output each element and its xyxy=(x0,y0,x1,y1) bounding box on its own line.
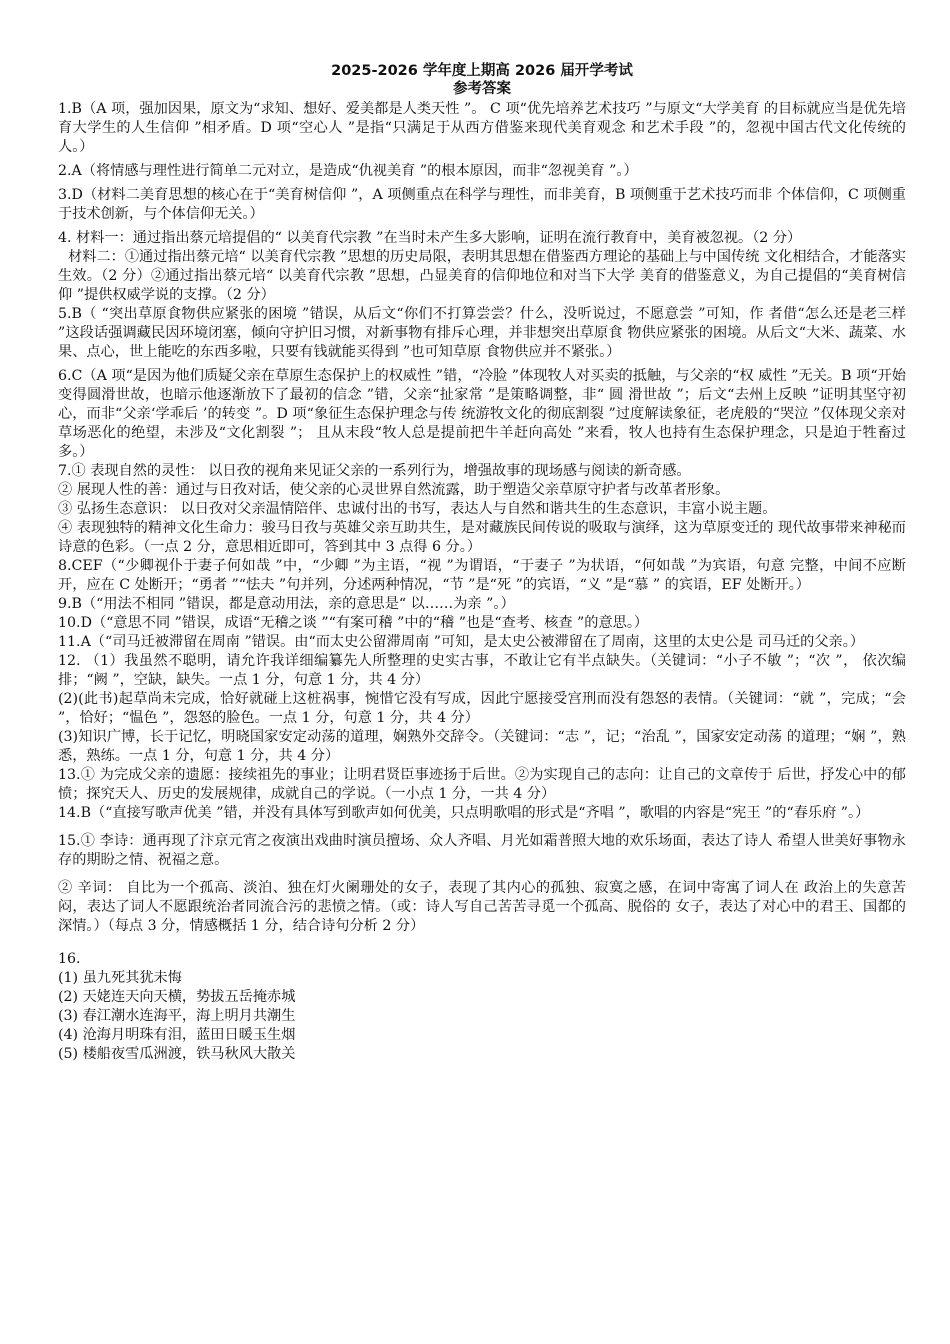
answer-13: 13.① 为完成父亲的遗愿：接续祖先的事业；让明君贤臣事迹扬于后世。②为实现自己的志向：让自己的文章传于 后世，抒发心中的郁愤；探究天人、历史的发展规律，成就自己的学说。（一小点 1 分，一共 4 分） xyxy=(58,767,906,802)
answer-14: 14.B（“直接写歌声优美 ”错，并没有具体写到歌声如何优美，只点明歌唱的形式是“齐唱 ”，歌唱的内容是“宪王 ”的“春乐府 ”。） xyxy=(58,805,870,821)
answer-16-label: 16. xyxy=(58,951,81,967)
answer-16-item: (3) 春江潮水连海平，海上明月共潮生 xyxy=(58,1008,296,1024)
answer-7-point-1: 7.① 表现自然的灵性： 以日孜的视角来见证父亲的一系列行为，增强故事的现场感与阅读的新奇感。 xyxy=(58,463,691,479)
answer-6: 6.C（A 项“是因为他们质疑父亲在草原生态保护上的权威性 ”错，“冷脸 ”体现牧人对买卖的抵触，与父亲的“权 威性 ”无关。B 项“开始变得圆滑世故，也暗示他逐渐放下了最初的信念 ”错，父亲“扯家常 ”是策略调整，非“ 圆 滑世故 ”；后文“去州上反映 ”证明其坚守初心，而非“父亲‘学乖后 ’的转变 ”。D 项“象征生态保护理念与传 统游牧文化的彻底割裂 ”过度解读象征，老虎般的“哭泣 ”仅体现父亲对草场恶化的绝望，未涉及“文化割裂 ”； 且从末段“牧人总是提前把牛羊赶向高处 ”来看，牧人也持有生态保护理念，只是迫于牲畜过多。） xyxy=(58,368,906,460)
answer-16-item: (1) 虽九死其犹未悔 xyxy=(58,970,182,986)
answer-16-item: (5) 楼船夜雪瓜洲渡，铁马秋风大散关 xyxy=(58,1046,296,1062)
answer-1: 1.B（A 项，强加因果，原文为“求知、想好、爱美都是人类天性 ”。 C 项“优先培养艺术技巧 ”与原文“大学美育 的目标就应当是优先培育大学生的人生信仰 ”相矛盾。D 项“空心人 ”是指“只满足于从西方借鉴来现代美育观念 和艺术手段 ”的，忽视中国古代文化传统的人。） xyxy=(58,101,906,155)
document-title: 2025-2026 学年度上期高 2026 届开学考试 xyxy=(331,63,633,79)
answer-12-part-2: (2)(此书)起草尚未完成，恰好就碰上这桩祸事，惋惜它没有写成，因此宁愿接受宫刑而没有怨怒的表情。（关键词：“就 ”，完成；“会 ”，恰好；“愠色 ”，怨怒的脸色。一点 1 分，句意 1 分，共 4 分） xyxy=(58,691,906,726)
answer-7-point-3: ③ 弘扬生态意识： 以日孜对父亲温情陪伴、忠诚付出的书写，表达人与自然和谐共生的生态意识，丰富小说主题。 xyxy=(58,501,777,517)
answer-9: 9.B（“用法不相同 ”错误，都是意动用法，亲的意思是“ 以……为亲 ”。） xyxy=(58,596,515,612)
answer-16-list xyxy=(58,969,906,1064)
answer-7-point-4: ④ 表现独特的精神文化生命力：骏马日孜与英雄父亲互助共生，是对藏族民间传说的吸取与演绎，这为草原变迁的 现代故事带来神秘而诗意的色彩。（一点 2 分，意思相近即可，答到其中 3 点得 6 分。） xyxy=(58,520,906,555)
answer-12-part-3: (3)知识广博，长于记忆，明晓国家安定动荡的道理，娴熟外交辞令。（关键词：“志 ”，记；“治乱 ”，国家安定动荡 的道理；“娴 ”，熟悉，熟练。一点 1 分，句意 1 分，共 4 分） xyxy=(58,729,906,764)
answer-11: 11.A（“司马迁被滞留在周南 ”错误。由“而太史公留滞周南 ”可知，是太史公被滞留在了周南，这里的太史公是 司马迁的父亲。） xyxy=(58,634,865,650)
answer-8: 8.CEF（“少卿视仆于妻子何如哉 ”中，“少卿 ”为主语，“视 ”为谓语，“于妻子 ”为状语，“何如哉 ”为宾语，句意 完整，中间不应断开，应在 C 处断开；“勇者 ”“怯夫 ”句并列，分述两种情况，“节 ”是“死 ”的宾语，“义 ”是“慕 ” 的宾语，EF 处断开。） xyxy=(58,558,906,593)
answer-12-part-1: 12. （1）我虽然不聪明，请允许我详细编纂先人所整理的史实古事，不敢让它有半点缺失。（关键词：“小子不敏 ”；“次 ”， 依次编排；“阙 ”，空缺，缺失。一点 1 分，句意 1 分，共 4 分） xyxy=(58,653,906,688)
answer-2: 2.A（将情感与理性进行简单二元对立，是造成“仇视美育 ”的根本原因，而非“忽视美育 ”。） xyxy=(58,163,638,179)
document-subtitle: 参考答案 xyxy=(453,81,511,97)
answer-15-point-2: ② 辛词： 自比为一个孤高、淡泊、独在灯火阑珊处的女子，表现了其内心的孤独、寂寞之感，在词中寄寓了词人在 政治上的失意苦闷，表达了词人不愿跟统治者同流合污的悲愤之情。（或：诗人写自己苦苦寻觅一个孤高、脱俗的 女子，表达了对心中的君王、国都的深情。）（每点 3 分，情感概括 1 分，结合诗句分析 2 分） xyxy=(58,880,906,934)
answer-4-material-1: 4. 材料一：通过指出蔡元培提倡的“ 以美育代宗教 ”在当时未产生多大影响，证明在流行教育中，美育被忽视。（2 分） xyxy=(58,230,802,246)
answer-5: 5.B（ “突出草原食物供应紧张的困境 ”错误，从后文“你们不打算尝尝？什么，没听说过，不愿意尝 ”可知，作 者借“怎么还是老三样 ”这段话强调藏民因环境闭塞，倾向守护旧习惯，对新事物有排斥心理，并非想突出草原食 物供应紧张的困境。从后文“大米、蔬菜、水果、点心，世上能吃的东西多啦，只要有钱就能买得到 ”也可知草原 食物供应并不紧张。） xyxy=(58,306,906,360)
answer-15-point-1: 15.① 李诗：通再现了汴京元宵之夜演出戏曲时演员擅场、众人齐唱、月光如霜普照大地的欢乐场面，表达了诗人 希望人世美好事物永存的期盼之情、祝福之意。 xyxy=(58,833,906,868)
answer-3: 3.D（材料二美育思想的核心在于“美育树信仰 ”，A 项侧重点在科学与理性，而非美育，B 项侧重于艺术技巧而非 个体信仰，C 项侧重于技术创新，与个体信仰无关。） xyxy=(58,187,906,222)
answer-16-item: (4) 沧海月明珠有泪，蓝田日暖玉生烟 xyxy=(58,1027,296,1043)
answer-4-material-2: 材料二：①通过指出蔡元培“ 以美育代宗教 ”思想的历史局限，表明其思想在借鉴西方理论的基础上与中国传统 文化相结合，才能落实生效。（2 分）②通过指出蔡元培“ 以美育代宗教 ”思想，凸显美育的信仰地位和对当下大学 美育的借鉴意义，为自己提倡的“美育树信仰 ”提供权威学说的支撑。（2 分） xyxy=(58,249,906,303)
answer-16-item: (2) 天姥连天向天横，势拔五岳掩赤城 xyxy=(58,989,296,1005)
answer-10: 10.D（“意思不同 ”错误，成语“无稽之谈 ”“有案可稽 ”中的“稽 ”也是“查考、核查 ”的意思。） xyxy=(58,615,649,631)
answer-7-point-2: ② 展现人性的善：通过与日孜对话，使父亲的心灵世界自然流露，助于塑造父亲草原守护者与改革者形象。 xyxy=(58,482,730,498)
